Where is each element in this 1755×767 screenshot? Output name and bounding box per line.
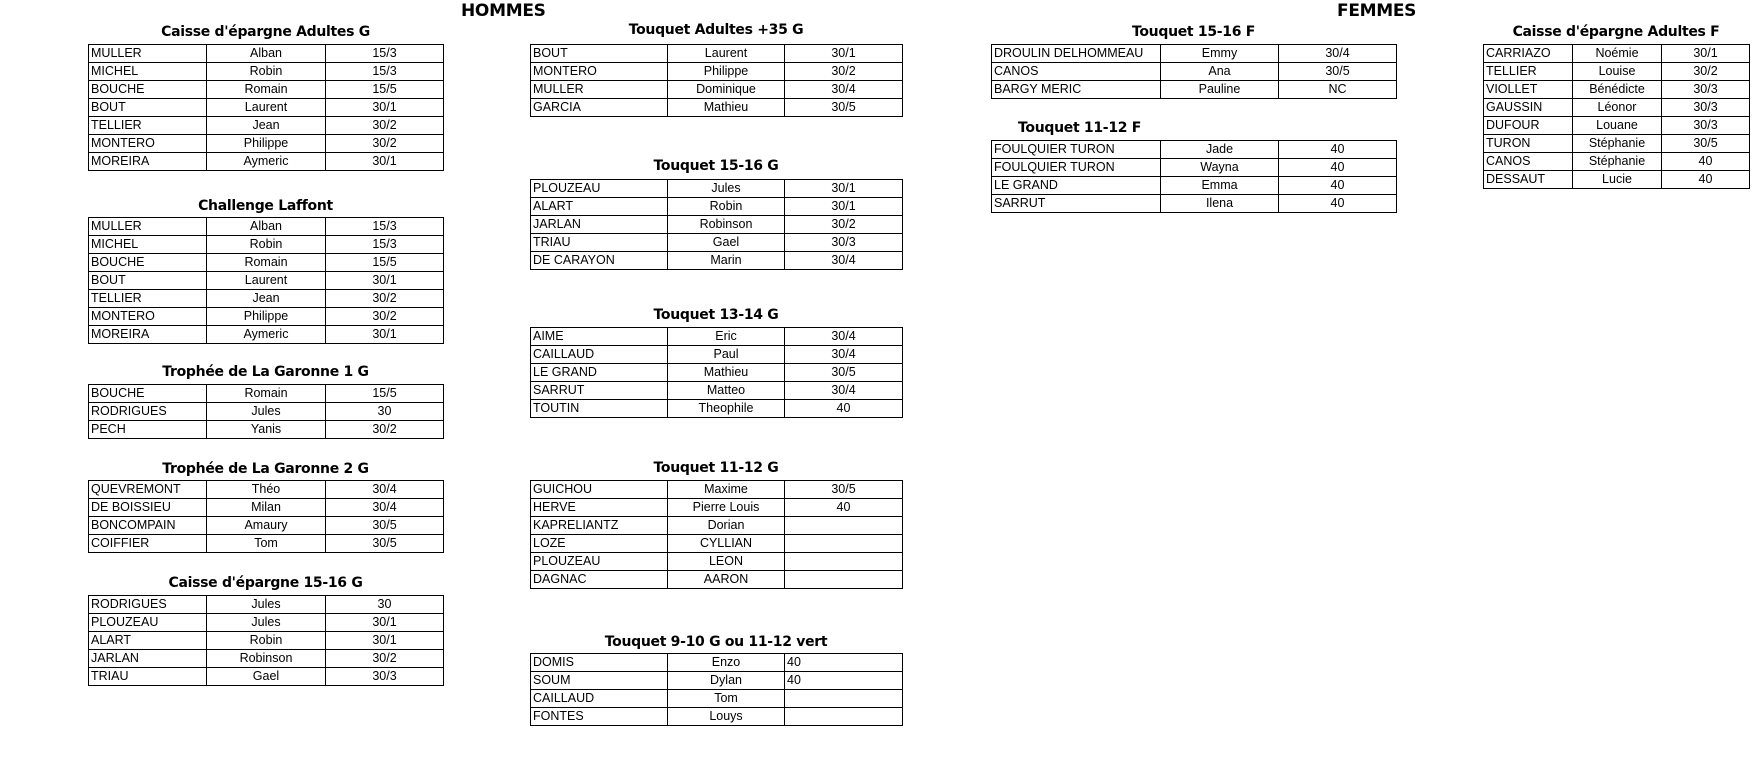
player-lastname: VIOLLET bbox=[1484, 81, 1573, 99]
player-firstname: Stéphanie bbox=[1573, 135, 1662, 153]
table-row bbox=[89, 308, 444, 326]
table-row bbox=[1484, 81, 1750, 99]
player-ranking: 30/3 bbox=[1662, 81, 1750, 99]
table-row bbox=[1484, 63, 1750, 81]
player-firstname: Jules bbox=[207, 403, 326, 421]
player-ranking bbox=[785, 690, 903, 708]
player-firstname: Louise bbox=[1573, 63, 1662, 81]
table-title-touquet-adultes-35: Touquet Adultes +35 G bbox=[628, 22, 804, 38]
player-ranking: 30/1 bbox=[326, 99, 444, 117]
player-ranking: 30/2 bbox=[326, 650, 444, 668]
header-hommes: HOMMES bbox=[461, 1, 546, 21]
player-ranking: 40 bbox=[1279, 177, 1397, 195]
table-row bbox=[89, 650, 444, 668]
player-firstname: AARON bbox=[668, 571, 785, 589]
table-row bbox=[1484, 171, 1750, 189]
player-firstname: Paul bbox=[668, 346, 785, 364]
player-lastname: KAPRELIANTZ bbox=[531, 517, 668, 535]
player-firstname: Aymeric bbox=[207, 153, 326, 171]
player-firstname: Pierre Louis bbox=[668, 499, 785, 517]
player-firstname: Laurent bbox=[207, 99, 326, 117]
player-firstname: Gael bbox=[207, 668, 326, 686]
player-lastname: PLOUZEAU bbox=[531, 180, 668, 198]
table-row bbox=[1484, 99, 1750, 117]
player-firstname: Robin bbox=[207, 632, 326, 650]
table-row bbox=[89, 117, 444, 135]
table-row bbox=[89, 81, 444, 99]
player-firstname: Romain bbox=[207, 254, 326, 272]
player-ranking: 40 bbox=[1662, 171, 1750, 189]
player-ranking: 15/5 bbox=[326, 81, 444, 99]
table-title-trophee-garonne-2: Trophée de La Garonne 2 G bbox=[162, 461, 369, 477]
player-firstname: Theophile bbox=[668, 400, 785, 418]
player-firstname: Tom bbox=[668, 690, 785, 708]
player-ranking: 15/3 bbox=[326, 63, 444, 81]
table-row bbox=[1484, 153, 1750, 171]
table-row bbox=[531, 571, 903, 589]
player-lastname: GAUSSIN bbox=[1484, 99, 1573, 117]
player-ranking: 30/4 bbox=[326, 499, 444, 517]
player-firstname: Aymeric bbox=[207, 326, 326, 344]
player-ranking bbox=[785, 535, 903, 553]
player-ranking: 30/1 bbox=[326, 614, 444, 632]
table-row bbox=[1484, 135, 1750, 153]
table-row bbox=[89, 403, 444, 421]
player-firstname: Gael bbox=[668, 234, 785, 252]
table-row bbox=[531, 499, 903, 517]
player-firstname: Wayna bbox=[1161, 159, 1279, 177]
table-title-ce-15-16-g: Caisse d'épargne 15-16 G bbox=[168, 575, 363, 591]
table-row bbox=[531, 99, 903, 117]
table-row bbox=[89, 254, 444, 272]
player-firstname: Amaury bbox=[207, 517, 326, 535]
player-lastname: FONTES bbox=[531, 708, 668, 726]
table-title-touquet-13-14-g: Touquet 13-14 G bbox=[653, 307, 779, 323]
player-firstname: Louys bbox=[668, 708, 785, 726]
team-table-ce-adultes-f bbox=[1483, 44, 1750, 189]
player-lastname: CANOS bbox=[1484, 153, 1573, 171]
table-row bbox=[531, 198, 903, 216]
player-ranking: 40 bbox=[1662, 153, 1750, 171]
team-table-challenge-laffont bbox=[88, 217, 444, 344]
team-table-ce-adultes-g bbox=[88, 44, 444, 171]
table-row bbox=[992, 141, 1397, 159]
player-ranking: 30/2 bbox=[785, 63, 903, 81]
player-lastname: PLOUZEAU bbox=[89, 614, 207, 632]
table-row bbox=[1484, 45, 1750, 63]
player-firstname: Ilena bbox=[1161, 195, 1279, 213]
player-firstname: Emma bbox=[1161, 177, 1279, 195]
player-firstname: Alban bbox=[207, 45, 326, 63]
player-firstname: Dorian bbox=[668, 517, 785, 535]
player-firstname: Alban bbox=[207, 218, 326, 236]
player-lastname: RODRIGUES bbox=[89, 596, 207, 614]
table-row bbox=[89, 236, 444, 254]
player-firstname: Emmy bbox=[1161, 45, 1279, 63]
player-firstname: Enzo bbox=[668, 654, 785, 672]
table-row bbox=[89, 290, 444, 308]
player-lastname: SARRUT bbox=[531, 382, 668, 400]
player-lastname: BOUCHE bbox=[89, 81, 207, 99]
table-title-ce-adultes-g: Caisse d'épargne Adultes G bbox=[161, 24, 370, 40]
player-lastname: MONTERO bbox=[531, 63, 668, 81]
player-firstname: Dominique bbox=[668, 81, 785, 99]
player-ranking: 30/4 bbox=[785, 382, 903, 400]
table-row bbox=[1484, 117, 1750, 135]
player-firstname: Pauline bbox=[1161, 81, 1279, 99]
player-ranking: 30 bbox=[326, 596, 444, 614]
player-lastname: CAILLAUD bbox=[531, 690, 668, 708]
player-ranking: 30/1 bbox=[785, 180, 903, 198]
player-ranking bbox=[785, 708, 903, 726]
table-row bbox=[531, 382, 903, 400]
player-ranking: 30/4 bbox=[785, 346, 903, 364]
player-lastname: BOUCHE bbox=[89, 254, 207, 272]
player-ranking: 30/2 bbox=[785, 216, 903, 234]
table-row bbox=[531, 535, 903, 553]
player-lastname: LE GRAND bbox=[531, 364, 668, 382]
player-lastname: CANOS bbox=[992, 63, 1161, 81]
player-ranking bbox=[785, 553, 903, 571]
player-ranking: 15/3 bbox=[326, 236, 444, 254]
player-lastname: MONTERO bbox=[89, 308, 207, 326]
player-firstname: Romain bbox=[207, 385, 326, 403]
player-lastname: HERVE bbox=[531, 499, 668, 517]
table-row bbox=[89, 632, 444, 650]
table-row bbox=[89, 218, 444, 236]
player-ranking: 30/2 bbox=[326, 290, 444, 308]
table-row bbox=[89, 535, 444, 553]
player-firstname: Jean bbox=[207, 117, 326, 135]
player-firstname: Philippe bbox=[668, 63, 785, 81]
player-lastname: COIFFIER bbox=[89, 535, 207, 553]
table-row bbox=[992, 177, 1397, 195]
team-table-touquet-9-10-g bbox=[530, 653, 903, 726]
player-lastname: DESSAUT bbox=[1484, 171, 1573, 189]
player-firstname: Louane bbox=[1573, 117, 1662, 135]
player-lastname: DUFOUR bbox=[1484, 117, 1573, 135]
player-ranking: 15/5 bbox=[326, 385, 444, 403]
player-firstname: Robin bbox=[668, 198, 785, 216]
player-ranking: 30/2 bbox=[1662, 63, 1750, 81]
player-ranking: 30/3 bbox=[1662, 99, 1750, 117]
table-row bbox=[531, 180, 903, 198]
player-ranking: 15/5 bbox=[326, 254, 444, 272]
player-ranking: 30/2 bbox=[326, 308, 444, 326]
player-ranking: 30/1 bbox=[1662, 45, 1750, 63]
player-firstname: Laurent bbox=[668, 45, 785, 63]
table-row bbox=[531, 328, 903, 346]
table-row bbox=[89, 499, 444, 517]
player-ranking: 30/4 bbox=[785, 328, 903, 346]
player-lastname: CARRIAZO bbox=[1484, 45, 1573, 63]
table-row bbox=[89, 63, 444, 81]
team-table-touquet-15-16-g bbox=[530, 179, 903, 270]
table-title-touquet-11-12-g: Touquet 11-12 G bbox=[653, 460, 779, 476]
player-ranking: 30/1 bbox=[326, 326, 444, 344]
player-firstname: Ana bbox=[1161, 63, 1279, 81]
player-lastname: SARRUT bbox=[992, 195, 1161, 213]
player-lastname: LOZE bbox=[531, 535, 668, 553]
table-row bbox=[89, 668, 444, 686]
table-row bbox=[89, 272, 444, 290]
player-ranking: 40 bbox=[785, 400, 903, 418]
player-lastname: QUEVREMONT bbox=[89, 481, 207, 499]
table-row bbox=[531, 654, 903, 672]
team-table-ce-15-16-g bbox=[88, 595, 444, 686]
table-row bbox=[531, 400, 903, 418]
player-ranking: 30/1 bbox=[785, 45, 903, 63]
table-row bbox=[89, 99, 444, 117]
player-lastname: JARLAN bbox=[89, 650, 207, 668]
table-row bbox=[89, 481, 444, 499]
table-row bbox=[992, 63, 1397, 81]
player-lastname: ALART bbox=[531, 198, 668, 216]
team-table-touquet-adultes-35 bbox=[530, 44, 903, 117]
table-row bbox=[531, 45, 903, 63]
player-ranking: 30/5 bbox=[1279, 63, 1397, 81]
player-firstname: Noémie bbox=[1573, 45, 1662, 63]
table-row bbox=[89, 517, 444, 535]
table-title-touquet-11-12-f: Touquet 11-12 F bbox=[1018, 120, 1142, 136]
player-ranking: 30/2 bbox=[326, 135, 444, 153]
table-title-touquet-15-16-g: Touquet 15-16 G bbox=[653, 158, 779, 174]
table-row bbox=[531, 708, 903, 726]
player-ranking: 30/1 bbox=[326, 153, 444, 171]
player-firstname: Stéphanie bbox=[1573, 153, 1662, 171]
player-lastname: TELLIER bbox=[89, 117, 207, 135]
player-ranking: NC bbox=[1279, 81, 1397, 99]
player-firstname: Milan bbox=[207, 499, 326, 517]
player-ranking: 30/1 bbox=[326, 272, 444, 290]
player-lastname: GUICHOU bbox=[531, 481, 668, 499]
player-ranking: 30/2 bbox=[326, 421, 444, 439]
player-lastname: MONTERO bbox=[89, 135, 207, 153]
table-row bbox=[531, 216, 903, 234]
player-firstname: Robinson bbox=[668, 216, 785, 234]
table-row bbox=[89, 421, 444, 439]
player-lastname: MULLER bbox=[89, 218, 207, 236]
player-firstname: Philippe bbox=[207, 135, 326, 153]
player-firstname: Jean bbox=[207, 290, 326, 308]
table-row bbox=[89, 385, 444, 403]
player-lastname: BOUCHE bbox=[89, 385, 207, 403]
player-firstname: Maxime bbox=[668, 481, 785, 499]
player-firstname: Jade bbox=[1161, 141, 1279, 159]
player-ranking bbox=[785, 517, 903, 535]
player-firstname: Romain bbox=[207, 81, 326, 99]
player-ranking: 40 bbox=[785, 654, 903, 672]
player-lastname: DE CARAYON bbox=[531, 252, 668, 270]
player-lastname: FOULQUIER TURON bbox=[992, 141, 1161, 159]
table-row bbox=[89, 135, 444, 153]
player-ranking: 30/4 bbox=[785, 252, 903, 270]
team-table-touquet-15-16-f bbox=[991, 44, 1397, 99]
player-firstname: Jules bbox=[207, 614, 326, 632]
player-ranking: 40 bbox=[1279, 159, 1397, 177]
player-lastname: MICHEL bbox=[89, 63, 207, 81]
player-firstname: Léonor bbox=[1573, 99, 1662, 117]
player-ranking: 30/5 bbox=[785, 481, 903, 499]
player-lastname: MULLER bbox=[531, 81, 668, 99]
table-title-trophee-garonne-1: Trophée de La Garonne 1 G bbox=[162, 364, 369, 380]
table-title-touquet-15-16-f: Touquet 15-16 F bbox=[1131, 24, 1256, 40]
player-ranking: 30/5 bbox=[326, 535, 444, 553]
table-title-challenge-laffont: Challenge Laffont bbox=[198, 198, 333, 214]
player-ranking: 30/3 bbox=[1662, 117, 1750, 135]
table-row bbox=[531, 553, 903, 571]
player-lastname: GARCIA bbox=[531, 99, 668, 117]
player-ranking: 30/5 bbox=[1662, 135, 1750, 153]
player-ranking: 40 bbox=[1279, 141, 1397, 159]
table-row bbox=[531, 252, 903, 270]
table-row bbox=[992, 45, 1397, 63]
player-ranking bbox=[785, 571, 903, 589]
header-femmes: FEMMES bbox=[1337, 1, 1417, 21]
player-ranking: 30/5 bbox=[785, 364, 903, 382]
player-firstname: Théo bbox=[207, 481, 326, 499]
player-ranking: 40 bbox=[785, 672, 903, 690]
player-lastname: TOUTIN bbox=[531, 400, 668, 418]
team-table-trophee-garonne-1 bbox=[88, 384, 444, 439]
player-lastname: PLOUZEAU bbox=[531, 553, 668, 571]
player-firstname: Mathieu bbox=[668, 364, 785, 382]
table-row bbox=[531, 364, 903, 382]
table-row bbox=[89, 326, 444, 344]
player-lastname: TRIAU bbox=[531, 234, 668, 252]
player-firstname: Philippe bbox=[207, 308, 326, 326]
player-ranking: 30/3 bbox=[785, 234, 903, 252]
player-lastname: BARGY MERIC bbox=[992, 81, 1161, 99]
table-title-ce-adultes-f: Caisse d'épargne Adultes F bbox=[1512, 24, 1720, 40]
team-table-touquet-11-12-f bbox=[991, 140, 1397, 213]
team-table-trophee-garonne-2 bbox=[88, 480, 444, 553]
player-lastname: PECH bbox=[89, 421, 207, 439]
player-lastname: TELLIER bbox=[1484, 63, 1573, 81]
player-ranking: 40 bbox=[1279, 195, 1397, 213]
player-lastname: BOUT bbox=[531, 45, 668, 63]
player-firstname: Bénédicte bbox=[1573, 81, 1662, 99]
player-lastname: MULLER bbox=[89, 45, 207, 63]
table-row bbox=[531, 690, 903, 708]
player-ranking: 30 bbox=[326, 403, 444, 421]
player-lastname: FOULQUIER TURON bbox=[992, 159, 1161, 177]
player-lastname: BOUT bbox=[89, 99, 207, 117]
player-firstname: Laurent bbox=[207, 272, 326, 290]
table-row bbox=[531, 672, 903, 690]
team-table-touquet-13-14-g bbox=[530, 327, 903, 418]
table-row bbox=[531, 63, 903, 81]
player-firstname: Lucie bbox=[1573, 171, 1662, 189]
player-lastname: DAGNAC bbox=[531, 571, 668, 589]
player-lastname: DROULIN DELHOMMEAU bbox=[992, 45, 1161, 63]
table-row bbox=[531, 481, 903, 499]
table-row bbox=[89, 45, 444, 63]
player-firstname: Robinson bbox=[207, 650, 326, 668]
player-lastname: MOREIRA bbox=[89, 153, 207, 171]
player-ranking: 30/1 bbox=[785, 198, 903, 216]
player-ranking: 40 bbox=[785, 499, 903, 517]
table-row bbox=[531, 81, 903, 99]
player-ranking: 30/3 bbox=[326, 668, 444, 686]
player-lastname: DE BOISSIEU bbox=[89, 499, 207, 517]
player-lastname: TELLIER bbox=[89, 290, 207, 308]
table-row bbox=[531, 346, 903, 364]
player-ranking: 30/4 bbox=[326, 481, 444, 499]
player-lastname: AIME bbox=[531, 328, 668, 346]
player-lastname: JARLAN bbox=[531, 216, 668, 234]
player-lastname: BONCOMPAIN bbox=[89, 517, 207, 535]
player-firstname: Tom bbox=[207, 535, 326, 553]
player-lastname: BOUT bbox=[89, 272, 207, 290]
table-row bbox=[531, 517, 903, 535]
table-row bbox=[89, 614, 444, 632]
player-ranking: 30/4 bbox=[1279, 45, 1397, 63]
player-ranking: 30/4 bbox=[785, 81, 903, 99]
table-row bbox=[992, 81, 1397, 99]
table-row bbox=[531, 234, 903, 252]
player-ranking: 30/5 bbox=[785, 99, 903, 117]
player-ranking: 15/3 bbox=[326, 218, 444, 236]
player-firstname: Yanis bbox=[207, 421, 326, 439]
player-lastname: ALART bbox=[89, 632, 207, 650]
player-lastname: TRIAU bbox=[89, 668, 207, 686]
table-row bbox=[992, 195, 1397, 213]
player-lastname: MICHEL bbox=[89, 236, 207, 254]
table-row bbox=[89, 153, 444, 171]
table-row bbox=[992, 159, 1397, 177]
player-ranking: 30/5 bbox=[326, 517, 444, 535]
player-firstname: LEON bbox=[668, 553, 785, 571]
player-lastname: DOMIS bbox=[531, 654, 668, 672]
table-title-touquet-9-10-g: Touquet 9-10 G ou 11-12 vert bbox=[604, 634, 828, 650]
player-lastname: RODRIGUES bbox=[89, 403, 207, 421]
player-firstname: Mathieu bbox=[668, 99, 785, 117]
player-lastname: CAILLAUD bbox=[531, 346, 668, 364]
player-firstname: Jules bbox=[207, 596, 326, 614]
player-ranking: 15/3 bbox=[326, 45, 444, 63]
player-firstname: CYLLIAN bbox=[668, 535, 785, 553]
player-lastname: SOUM bbox=[531, 672, 668, 690]
player-lastname: LE GRAND bbox=[992, 177, 1161, 195]
player-firstname: Matteo bbox=[668, 382, 785, 400]
player-ranking: 30/2 bbox=[326, 117, 444, 135]
player-firstname: Jules bbox=[668, 180, 785, 198]
player-firstname: Dylan bbox=[668, 672, 785, 690]
player-firstname: Eric bbox=[668, 328, 785, 346]
player-firstname: Robin bbox=[207, 63, 326, 81]
player-firstname: Robin bbox=[207, 236, 326, 254]
table-row bbox=[89, 596, 444, 614]
player-firstname: Marin bbox=[668, 252, 785, 270]
player-lastname: MOREIRA bbox=[89, 326, 207, 344]
player-lastname: TURON bbox=[1484, 135, 1573, 153]
team-table-touquet-11-12-g bbox=[530, 480, 903, 589]
player-ranking: 30/1 bbox=[326, 632, 444, 650]
